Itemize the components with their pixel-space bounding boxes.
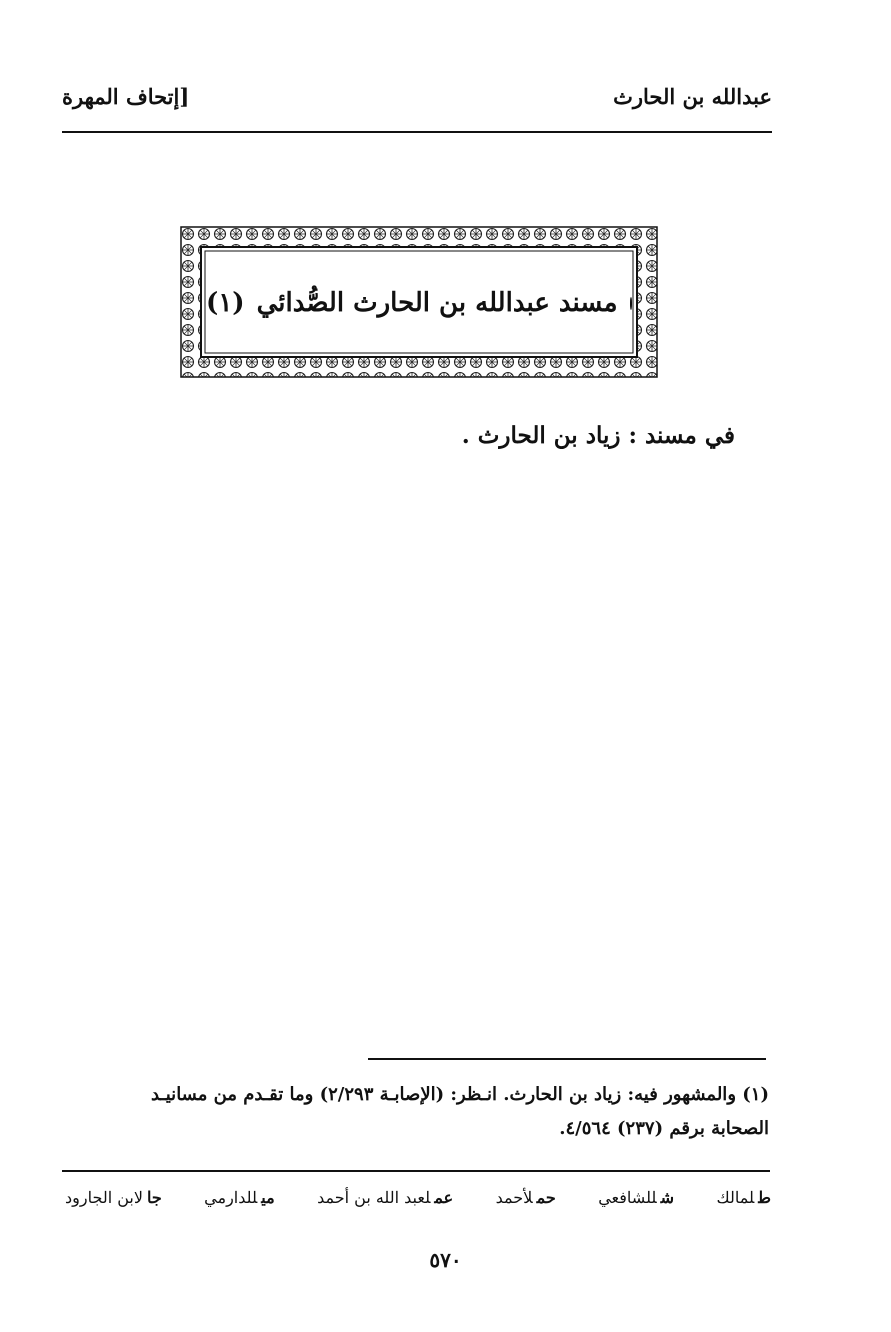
- abbreviation-code: مي: [261, 1188, 275, 1207]
- abbreviation-code: ش: [660, 1188, 675, 1207]
- abbreviation-item: [598, 1188, 674, 1216]
- abbreviation-code: جا: [147, 1188, 162, 1207]
- footnote-divider: [368, 1058, 766, 1060]
- running-header: [62, 84, 772, 116]
- abbreviation-meaning: لأحمد: [495, 1188, 533, 1207]
- abbreviation-code: عم: [434, 1188, 454, 1207]
- header-book-title: [إتحاف المهرة: [62, 84, 190, 109]
- abbreviation-meaning: لعبد الله بن أحمد: [317, 1188, 431, 1207]
- abbreviation-item: [317, 1188, 453, 1216]
- footnote-reference: (١): [206, 288, 245, 318]
- ornamental-title-frame: [180, 226, 658, 378]
- footnote-line: (١) والمشهور فيه: زياد بن الحارث. انـظر: (الإصابـة ٢/٢٩٣) وما تقـدم من مسانيـد: [151, 1084, 769, 1105]
- page-number: ٥٧٠: [429, 1248, 462, 1272]
- abbreviation-item: [65, 1188, 162, 1216]
- abbreviation-code: ط: [758, 1188, 771, 1207]
- cross-reference-line: في مسند : زياد بن الحارث .: [461, 422, 735, 449]
- abbreviation-meaning: لابن الجارود: [65, 1188, 143, 1207]
- abbreviation-meaning: للدارمي: [204, 1188, 258, 1207]
- musnad-heading: [206, 278, 632, 328]
- abbreviation-code: حم: [536, 1188, 556, 1207]
- header-divider: [62, 131, 772, 133]
- abbreviation-item: [716, 1188, 771, 1216]
- abbreviations-divider: [62, 1170, 770, 1172]
- header-section-title: عبدالله بن الحارث: [613, 84, 772, 109]
- musnad-title: مسند عبدالله بن الحارث الصُّدائي: [256, 288, 618, 318]
- bullet-icon: [630, 297, 633, 310]
- footnote-line: الصحابة برقم (٢٣٧) ٤/٥٦٤.: [559, 1118, 769, 1139]
- abbreviation-meaning: للشافعي: [598, 1188, 657, 1207]
- footnote: [63, 1078, 769, 1146]
- abbreviation-meaning: لمالك: [716, 1188, 755, 1207]
- abbreviation-item: [496, 1188, 556, 1216]
- abbreviations-key: [65, 1188, 771, 1216]
- abbreviation-item: [204, 1188, 274, 1216]
